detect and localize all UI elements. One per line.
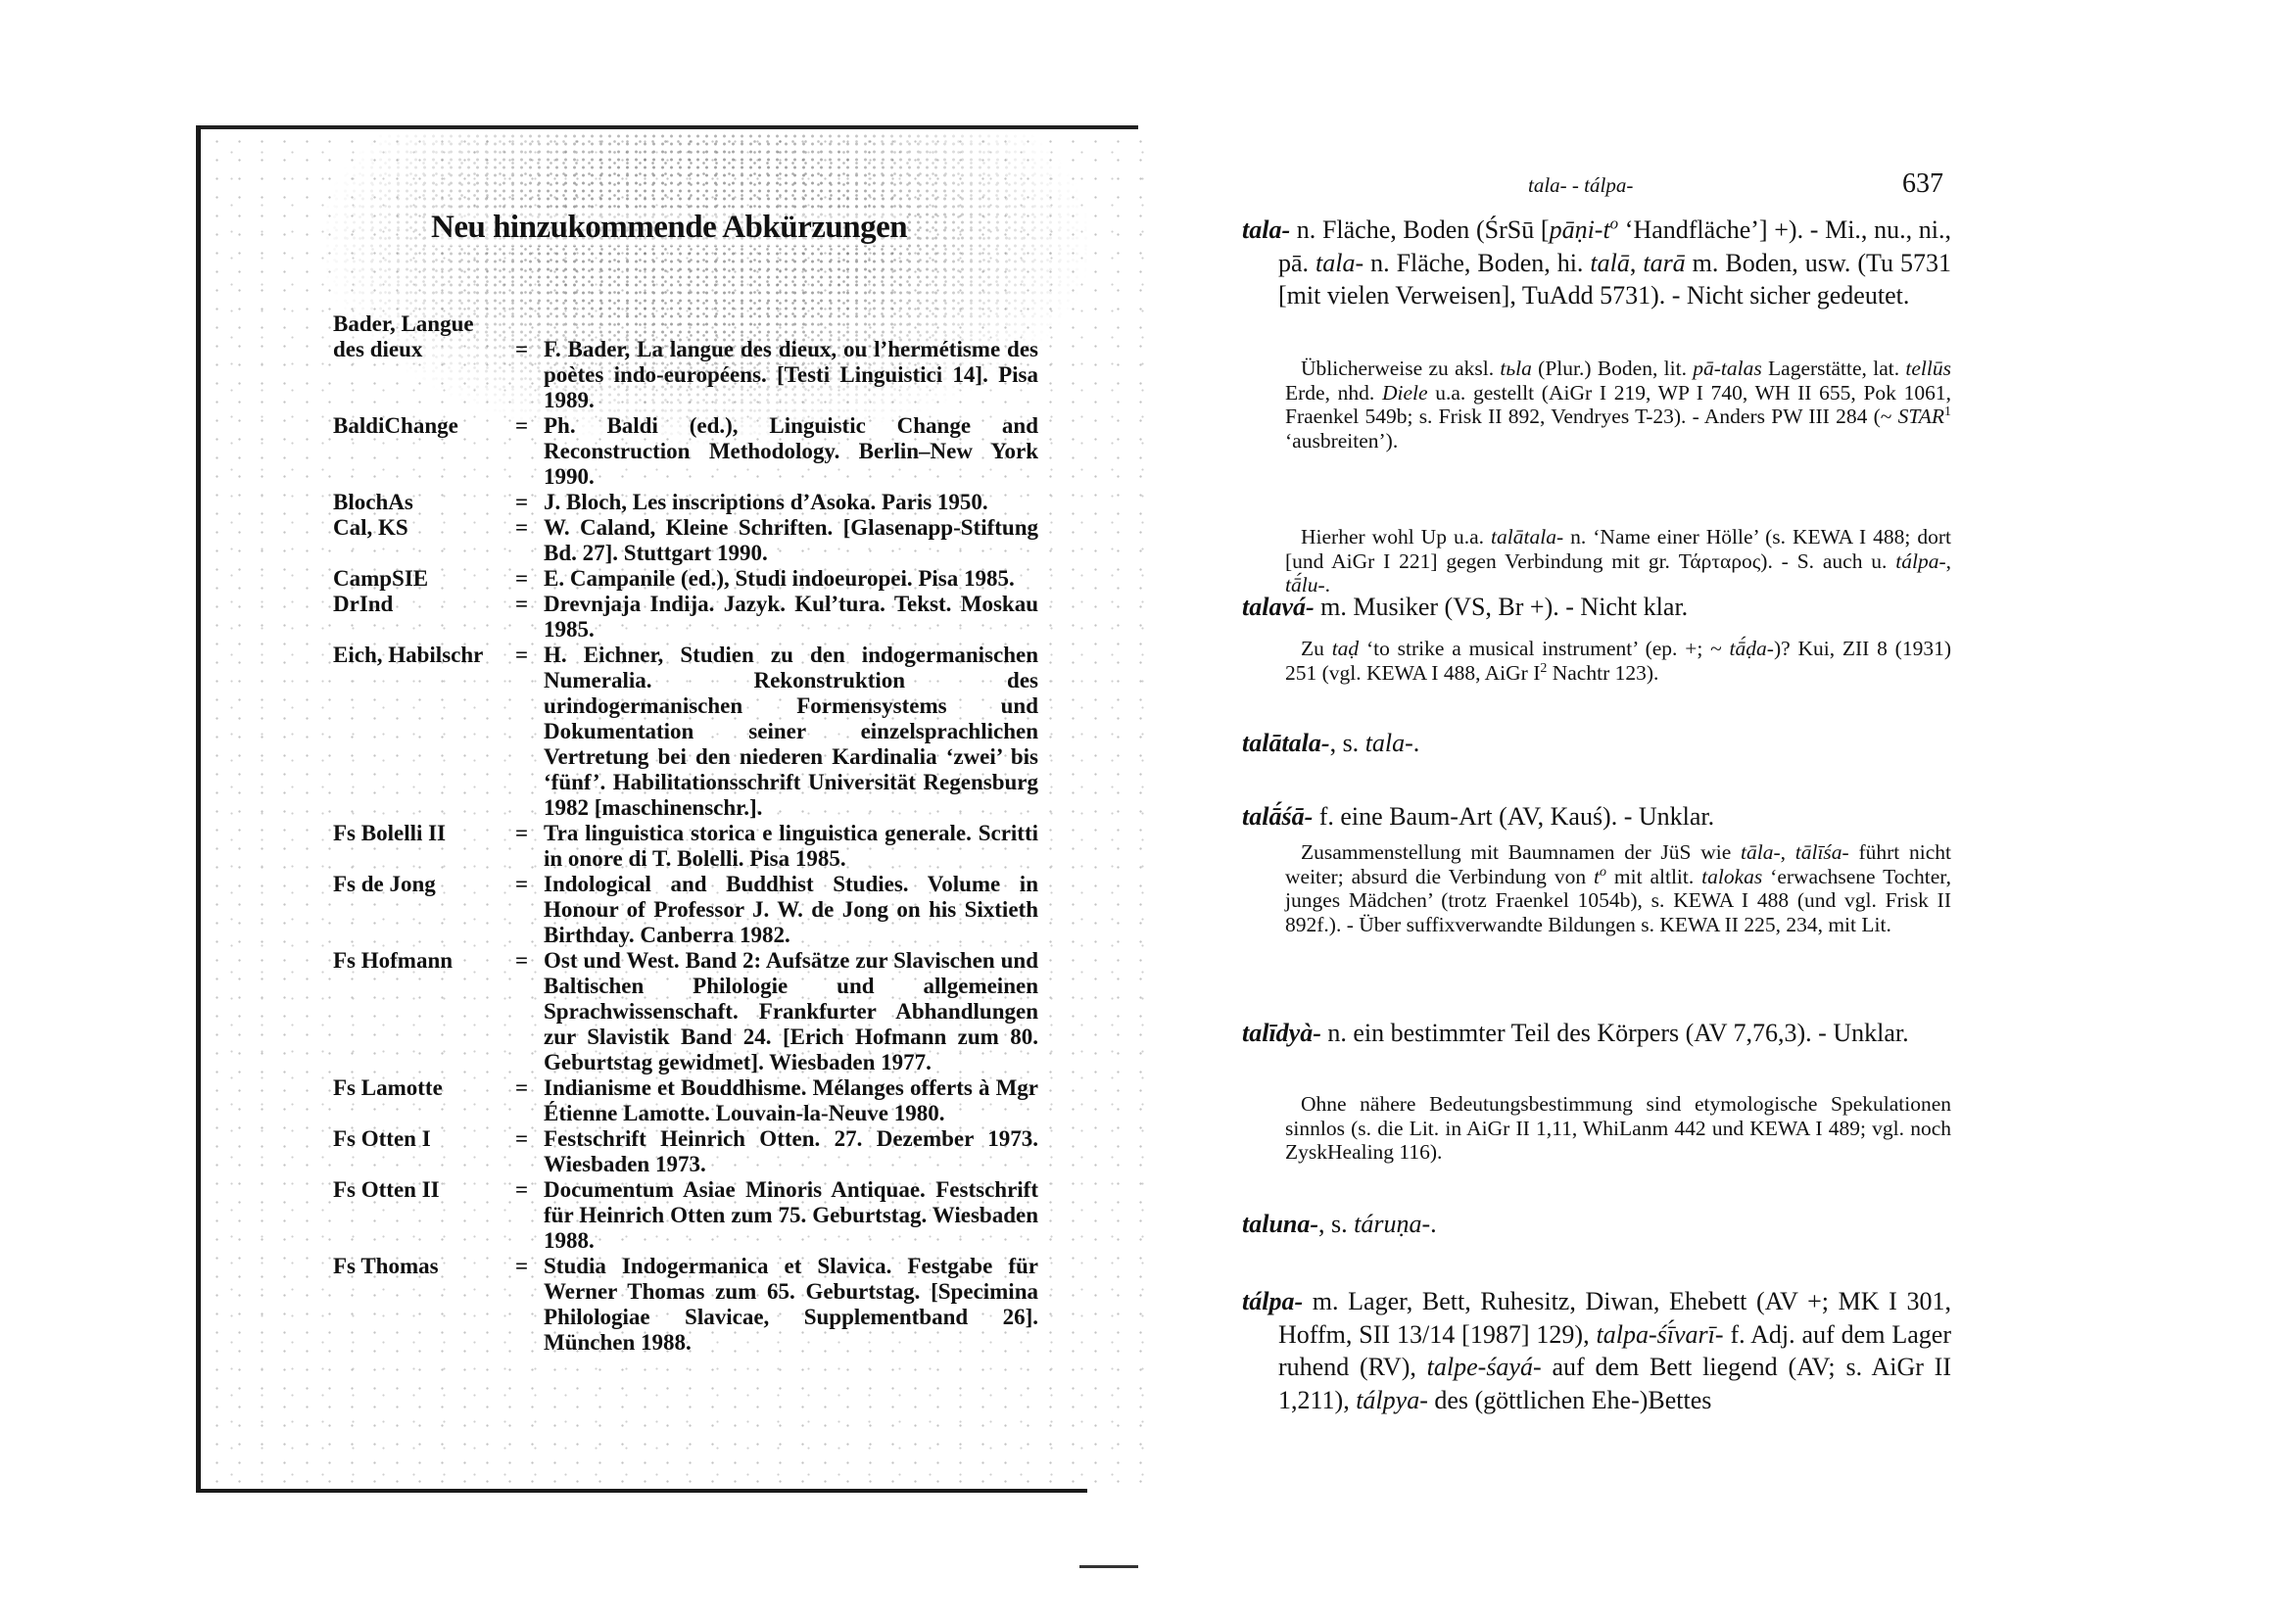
- text-run: ‘to strike a musical instrument’ (ep. +; ~: [1359, 637, 1730, 660]
- dictionary-entry: [1242, 214, 1951, 312]
- abbreviation-entry: [333, 515, 1038, 566]
- italic-form: Diele: [1382, 380, 1428, 405]
- text-run: Erde, nhd.: [1285, 380, 1382, 405]
- text-run: Ohne nähere Bedeutungsbestimmung sind etymologische Spekulationen sinnlos (s. die Lit. in AiGr II 1,11, WhiLanm 442 und KEWA I 489; vgl. noch ZyskHealing 116).: [1285, 1092, 1951, 1164]
- italic-form: pā-talas: [1693, 357, 1762, 380]
- italic-form: talā: [1590, 248, 1630, 277]
- text-run: n. ein bestimmter Teil des Körpers (AV 7,76,3). - Unklar.: [1320, 1019, 1909, 1047]
- equals-sign: =: [514, 1126, 529, 1151]
- dictionary-entry: [1242, 1017, 1951, 1050]
- headword: tálpa-: [1242, 1287, 1304, 1315]
- text-run: Lagerstätte, lat.: [1761, 357, 1906, 380]
- abbreviation-definition: Documentum Asiae Minoris Antiquae. Festschrift für Heinrich Otten zum 75. Geburtstag. Wiesbaden 1988.: [544, 1177, 1038, 1253]
- headword: talā́śā-: [1242, 802, 1314, 831]
- headword: taluna-: [1242, 1210, 1319, 1238]
- text-run: ,: [1780, 840, 1795, 864]
- italic-form: tálpya-: [1356, 1385, 1428, 1414]
- page-number: 637: [1902, 168, 1943, 199]
- dictionary-entry: [1242, 800, 1951, 834]
- italic-form: tā́lu-: [1285, 573, 1325, 596]
- text-run: ‘ausbreiten’).: [1285, 428, 1399, 453]
- italic-form: tьla: [1500, 357, 1532, 380]
- abbreviation-definition: Indological and Buddhist Studies. Volume in Honour of Professor J. W. de Jong on his Sixtieth Birthday. Canberra 1982.: [544, 872, 1038, 947]
- abbreviation-definition: E. Campanile (ed.), Studi indoeuropei. Pisa 1985.: [544, 566, 1015, 591]
- equals-sign: =: [514, 566, 529, 591]
- equals-sign: =: [514, 592, 529, 616]
- frame-left-rule: [196, 125, 201, 1493]
- abbreviation-entry: [333, 821, 1038, 872]
- abbreviation: Cal, KS: [333, 515, 408, 540]
- italic-form: talpa-śī́varī-: [1596, 1319, 1724, 1349]
- text-run: Hierher wohl Up u.a.: [1301, 525, 1492, 549]
- scan-mark: [1079, 1565, 1138, 1568]
- text-run: m. Musiker (VS, Br +). - Nicht klar.: [1314, 593, 1689, 621]
- abbreviation-entry: [333, 1075, 1038, 1126]
- etymology-note: [1285, 1092, 1951, 1165]
- text-run: des (göttlichen Ehe-)Bettes: [1427, 1385, 1712, 1414]
- equals-sign: =: [514, 413, 529, 438]
- text-run: ‘erwachsene Tochter, junges Mädchen’ (trotz Fraenkel 1054b), s. KEWA I 488 (und vgl. Frisk II 892f.). - Über suffixverwandte Bildungen s. KEWA II 225, 234, mit Lit.: [1285, 864, 1951, 936]
- abbreviation-definition: W. Caland, Kleine Schriften. [Glasenapp-Stiftung Bd. 27]. Stuttgart 1990.: [544, 515, 1038, 565]
- text-run: Üblicherweise zu aksl.: [1301, 357, 1501, 380]
- superscript: 2: [1540, 660, 1548, 676]
- equals-sign: =: [514, 872, 529, 896]
- text-run: .: [1430, 1210, 1437, 1238]
- abbreviation: Fs Hofmann: [333, 948, 454, 973]
- abbreviation: Fs de Jong: [333, 872, 436, 896]
- italic-form: tālīśa-: [1794, 840, 1849, 864]
- equals-sign: =: [514, 490, 529, 514]
- equals-sign: =: [514, 643, 529, 667]
- abbreviation-definition: Tra linguistica storica e linguistica generale. Scritti in onore di T. Bolelli. Pisa 1985.: [544, 821, 1038, 871]
- abbreviation: Eich, Habilschr: [333, 643, 484, 667]
- headword: talīdyà-: [1242, 1019, 1321, 1047]
- abbreviation: CampSIE: [333, 566, 429, 591]
- italic-form: talpe-śayá-: [1426, 1353, 1542, 1381]
- dictionary-entry: [1242, 591, 1951, 624]
- text-run: f. eine Baum-Art (AV, Kauś). - Unklar.: [1313, 802, 1715, 831]
- italic-form: táruṇa-: [1354, 1210, 1431, 1238]
- etymology-note: [1285, 525, 1951, 597]
- etymology-note: [1285, 840, 1951, 936]
- text-run: ‘Handfläche’] +). - Mi., nu., ni., pā.: [1278, 215, 1951, 277]
- equals-sign: =: [514, 515, 529, 540]
- dictionary-entry: [1242, 727, 1951, 760]
- abbreviation-entry: [333, 1254, 1038, 1356]
- equals-sign: =: [514, 1254, 529, 1278]
- text-run: (Plur.) Boden, lit.: [1531, 357, 1694, 380]
- etymology-note: [1285, 357, 1951, 453]
- abbreviation-entry: [333, 643, 1038, 821]
- abbreviation-entry: [333, 490, 1038, 515]
- text-run: auf dem Bett liegend (AV; s. AiGr II 1,211),: [1278, 1353, 1951, 1414]
- text-run: n. ‘Name einer Hölle’ (s. KEWA I 488; dort [und AiGr I 221] gegen Verbindung mit gr. Τάρταρος). - S. auch u.: [1285, 525, 1951, 573]
- text-run: n. Fläche, Boden, hi.: [1363, 248, 1591, 277]
- text-run: u.a. gestellt (AiGr I 219, WP I 740, WH II 655, Pok 1061, Fraenkel 549b; s. Frisk II 892, Vendryes T-23). - Anders PW III 284 (~: [1285, 380, 1952, 428]
- superscript: o: [1609, 214, 1619, 233]
- text-run: )? Kui, ZII 8 (1931) 251 (vgl. KEWA I 488, AiGr I: [1285, 637, 1951, 685]
- abbreviation: Fs Bolelli II: [333, 821, 447, 845]
- equals-sign: =: [514, 1177, 529, 1202]
- text-run: .: [1412, 729, 1420, 757]
- text-run: , s.: [1318, 1210, 1355, 1238]
- text-run: Zusammenstellung mit Baumnamen der JüS wie: [1301, 840, 1742, 864]
- abbreviation-entry: [333, 592, 1038, 643]
- text-run: m. Boden, usw. (Tu 5731 [mit vielen Verweisen], TuAdd 5731). - Nicht sicher gedeutet.: [1278, 248, 1951, 310]
- equals-sign: =: [514, 1075, 529, 1100]
- dictionary-entry: [1242, 1285, 1951, 1416]
- equals-sign: =: [514, 337, 529, 361]
- italic-form: tellūs: [1905, 357, 1951, 380]
- equals-sign: =: [514, 821, 529, 845]
- abbreviation-definition: H. Eichner, Studien zu den indogermanischen Numeralia. Rekonstruktion des urindogermanischen Formensystems und Dokumentation seiner einzelsprachlichen Vertretung bei den niederen Kardinalia ‘zwei’ bis ‘fünf’. Habilitationsschrift Universität Regensburg 1982 [maschinenschr.].: [544, 643, 1038, 820]
- text-run: , s.: [1329, 729, 1365, 757]
- section-title: Neu hinzukommende Abkürzungen: [431, 210, 908, 245]
- text-run: m. Lager, Bett, Ruhesitz, Diwan, Ehebett (AV +; MK I 301, Hoffm, SII 13/14 [1987] 129),: [1278, 1287, 1951, 1349]
- italic-form: tarā: [1643, 248, 1686, 277]
- abbreviation-definition: Indianisme et Bouddhisme. Mélanges offerts à Mgr Étienne Lamotte. Louvain-la-Neuve 1980.: [544, 1075, 1038, 1125]
- text-run: .: [1324, 573, 1330, 596]
- italic-form: taḍ: [1331, 637, 1360, 660]
- text-run: führt nicht weiter; absurd die Verbindung von: [1285, 840, 1951, 888]
- italic-form: talātala-: [1491, 525, 1564, 549]
- italic-form: tā́ḍa-: [1729, 637, 1774, 660]
- text-run: mit altlit.: [1605, 864, 1702, 888]
- abbreviation-entry: [333, 311, 1038, 413]
- headword: talavá-: [1242, 593, 1315, 621]
- text-run: f. Adj. auf dem Lager ruhend (RV),: [1278, 1319, 1952, 1381]
- italic-form: tāla-: [1741, 840, 1781, 864]
- italic-form: pāṇi-t: [1549, 215, 1610, 244]
- headword: talātala-: [1242, 729, 1330, 757]
- abbreviation: BlochAs: [333, 490, 413, 514]
- text-run: Zu: [1301, 637, 1332, 660]
- abbreviation-definition: J. Bloch, Les inscriptions d’Asoka. Paris 1950.: [544, 490, 988, 514]
- abbreviation: DrInd: [333, 592, 394, 616]
- superscript: 1: [1944, 404, 1951, 419]
- running-head: tala- - tálpa-: [1528, 173, 1634, 197]
- abbreviation-entry: [333, 413, 1038, 490]
- etymology-note: [1285, 637, 1951, 685]
- text-run: n. Fläche, Boden (ŚrSū [: [1290, 215, 1550, 244]
- abbreviation-entry: [333, 1177, 1038, 1254]
- italic-form: talokas: [1701, 864, 1763, 888]
- abbreviation: Fs Otten II: [333, 1177, 440, 1202]
- abbreviation-definition: Studia Indogermanica et Slavica. Festgabe für Werner Thomas zum 65. Geburtstag. [Specimina Philologiae Slavicae, Supplementband 26]. München 1988.: [544, 1254, 1038, 1355]
- abbreviation-definition: Ost und West. Band 2: Aufsätze zur Slavischen und Baltischen Philologie und allgemeinen Sprachwissenschaft. Frankfurter Abhandlungen zur Slavistik Band 24. [Erich Hofmann zum 80. Geburtstag gewidmet]. Wiesbaden 1977.: [544, 948, 1038, 1074]
- abbreviation: Fs Lamotte: [333, 1075, 443, 1100]
- frame-bottom-rule: [196, 1489, 1087, 1493]
- superscript: o: [1599, 864, 1606, 880]
- text-run: Nachtr 123).: [1547, 660, 1659, 685]
- dictionary-entry: [1242, 1208, 1951, 1241]
- abbreviation-entry: [333, 566, 1038, 592]
- abbreviation-entry: [333, 1126, 1038, 1177]
- abbreviation-entry: [333, 948, 1038, 1075]
- abbreviation: Fs Otten I: [333, 1126, 431, 1151]
- frame-top-rule: [198, 125, 1138, 129]
- abbreviation-list: [333, 311, 1038, 1356]
- italic-form: t: [1594, 864, 1600, 888]
- abbreviation-definition: Festschrift Heinrich Otten. 27. Dezember 1973. Wiesbaden 1973.: [544, 1126, 1038, 1176]
- abbreviation: Fs Thomas: [333, 1254, 439, 1278]
- abbreviation-definition: F. Bader, La langue des dieux, ou l’hermétisme des poètes indo-européens. [Testi Linguistici 14]. Pisa 1989.: [544, 337, 1038, 412]
- abbreviation-definition: Ph. Baldi (ed.), Linguistic Change and Reconstruction Methodology. Berlin–New York 1990.: [544, 413, 1038, 489]
- italic-form: STAR: [1897, 405, 1945, 428]
- abbreviation-entry: [333, 872, 1038, 948]
- italic-form: tálpa-: [1895, 549, 1946, 573]
- equals-sign: =: [514, 948, 529, 973]
- text-run: ,: [1629, 248, 1644, 277]
- text-run: ,: [1945, 549, 1951, 573]
- abbreviation: Bader, Langue des dieux: [333, 311, 474, 361]
- abbreviation: BaldiChange: [333, 413, 458, 438]
- italic-form: tala-: [1364, 729, 1413, 757]
- abbreviation-definition: Drevnjaja Indija. Jazyk. Kul’tura. Tekst. Moskau 1985.: [544, 592, 1038, 642]
- headword: tala-: [1242, 215, 1291, 244]
- italic-form: tala-: [1315, 248, 1364, 277]
